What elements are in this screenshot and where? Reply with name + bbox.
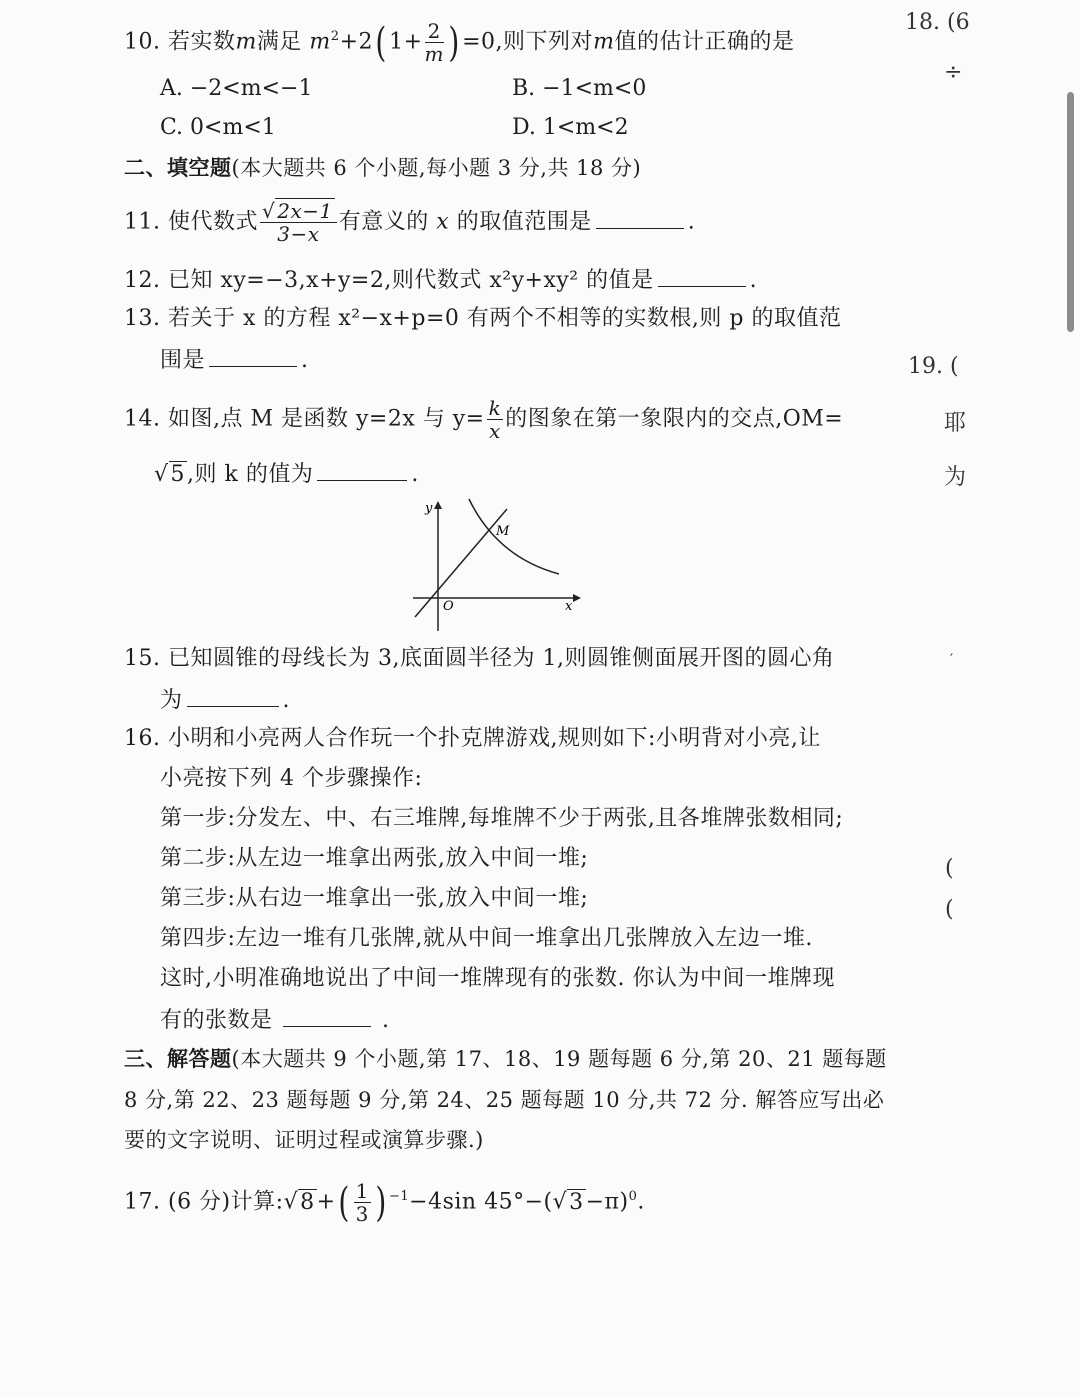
q16-step2: 第二步:从左边一堆拿出两张,放入中间一堆; (160, 846, 589, 871)
section-2-heading: 二、填空题(本大题共 6 个小题,每小题 3 分,共 18 分) (124, 155, 642, 180)
q11: 11. 使代数式 $\frac{√ 2x-1}{3-x}$ 有意义的 x 的取值范围是 . (124, 199, 696, 246)
q17: 17. (6 分)计算:√8+( $\frac{1}{3}$ ) $^{-1}$−4sin $45^\circ-(√3-\pi)^0$. (124, 1179, 645, 1226)
q16-step1: 第一步:分发左、中、右三堆牌,每堆牌不少于两张,且各堆牌张数相同; (160, 806, 844, 831)
margin-q19: 19. ( (908, 354, 959, 379)
q15-line2: 为 . (160, 684, 290, 716)
point-m-label: M (496, 524, 510, 539)
q16-step4: 第四步:左边一堆有几张牌,就从中间一堆拿出几张牌放入左边一堆. (160, 926, 813, 951)
q10-option-c: C. 0<m<1 (160, 115, 276, 140)
q16-line7: 这时,小明准确地说出了中间一堆牌现有的张数. 你认为中间一堆牌现 (160, 966, 835, 991)
margin-divide-sign: ÷ (944, 60, 963, 85)
q14-fraction: $\frac{k}{x}$ (488, 396, 502, 443)
q14-function-graph (405, 495, 585, 635)
q13-answer-blank[interactable] (209, 344, 297, 367)
q14-line2: √5,则 k 的值为 . (154, 458, 419, 490)
y-axis-label: y (425, 501, 433, 516)
margin-paren-1: ( (945, 856, 954, 881)
section-3-line2: 8 分,第 22、23 题每题 9 分,第 24、25 题每题 10 分,共 72 分. 解答应写出必 (124, 1088, 885, 1112)
origin-label: O (443, 599, 454, 614)
q13-line2: 围是 . (160, 344, 309, 376)
q16-line2: 小亮按下列 4 个步骤操作: (160, 766, 423, 791)
y-axis-arrow (434, 501, 442, 509)
margin-char-1: 耶 (944, 411, 967, 436)
q10-option-b: B. −1<m<0 (512, 76, 647, 101)
hyperbola-k-over-x (469, 499, 559, 574)
q16-line8: 有的张数是 . (160, 1004, 390, 1036)
q10-fraction: $\frac{2}{m}$ (424, 19, 445, 66)
q10-option-a: A. −2<m<−1 (160, 76, 313, 101)
margin-char-2: 为 (944, 465, 967, 490)
margin-q18: 18. (6 (905, 10, 970, 35)
section-3-heading: 三、解答题(本大题共 9 个小题,第 17、18、19 题每题 6 分,第 20、21 题每题 (124, 1046, 887, 1071)
q13-line1: 13. 若关于 x 的方程 x²−x+p=0 有两个不相等的实数根,则 p 的取值范 (124, 306, 842, 331)
q10-option-d: D. 1<m<2 (512, 115, 629, 140)
q15-line1: 15. 已知圆锥的母线长为 3,底面圆半径为 1,则圆锥侧面展开图的圆心角 (124, 646, 835, 671)
q16-answer-blank[interactable] (283, 1004, 371, 1027)
section-3-line3: 要的文字说明、证明过程或演算步骤.) (124, 1128, 484, 1152)
margin-tick: ′ (950, 652, 954, 668)
q16-step3: 第三步:从右边一堆拿出一张,放入中间一堆; (160, 886, 589, 911)
q14-line1: 14. 如图,点 M 是函数 y=2x 与 y= $\frac{k}{x}$ 的图象在第一象限内的交点,OM= (124, 396, 844, 443)
margin-paren-2: ( (945, 897, 954, 922)
q10-stem: 10. 若实数m满足 $m^2+2$( 1+ $\frac{2}{m}$ ) =0,则下列对m值的估计正确的是 (124, 19, 795, 66)
q14-answer-blank[interactable] (317, 458, 407, 481)
line-y-2x (415, 509, 507, 617)
vertical-scrollbar[interactable] (1067, 92, 1074, 332)
q16-line1: 16. 小明和小亮两人合作玩一个扑克牌游戏,规则如下:小明背对小亮,让 (124, 726, 821, 751)
q15-answer-blank[interactable] (187, 684, 279, 707)
x-axis-label: x (565, 599, 573, 614)
q11-fraction: $\frac{√ 2x-1}{3-x}$ (260, 200, 337, 245)
q17-fraction: $\frac{1}{3}$ (355, 1179, 369, 1226)
q12: 12. 已知 xy=−3,x+y=2,则代数式 x²y+xy² 的值是 . (124, 264, 757, 296)
x-axis-arrow (573, 594, 581, 602)
q11-answer-blank[interactable] (596, 206, 684, 229)
q12-answer-blank[interactable] (658, 264, 746, 287)
